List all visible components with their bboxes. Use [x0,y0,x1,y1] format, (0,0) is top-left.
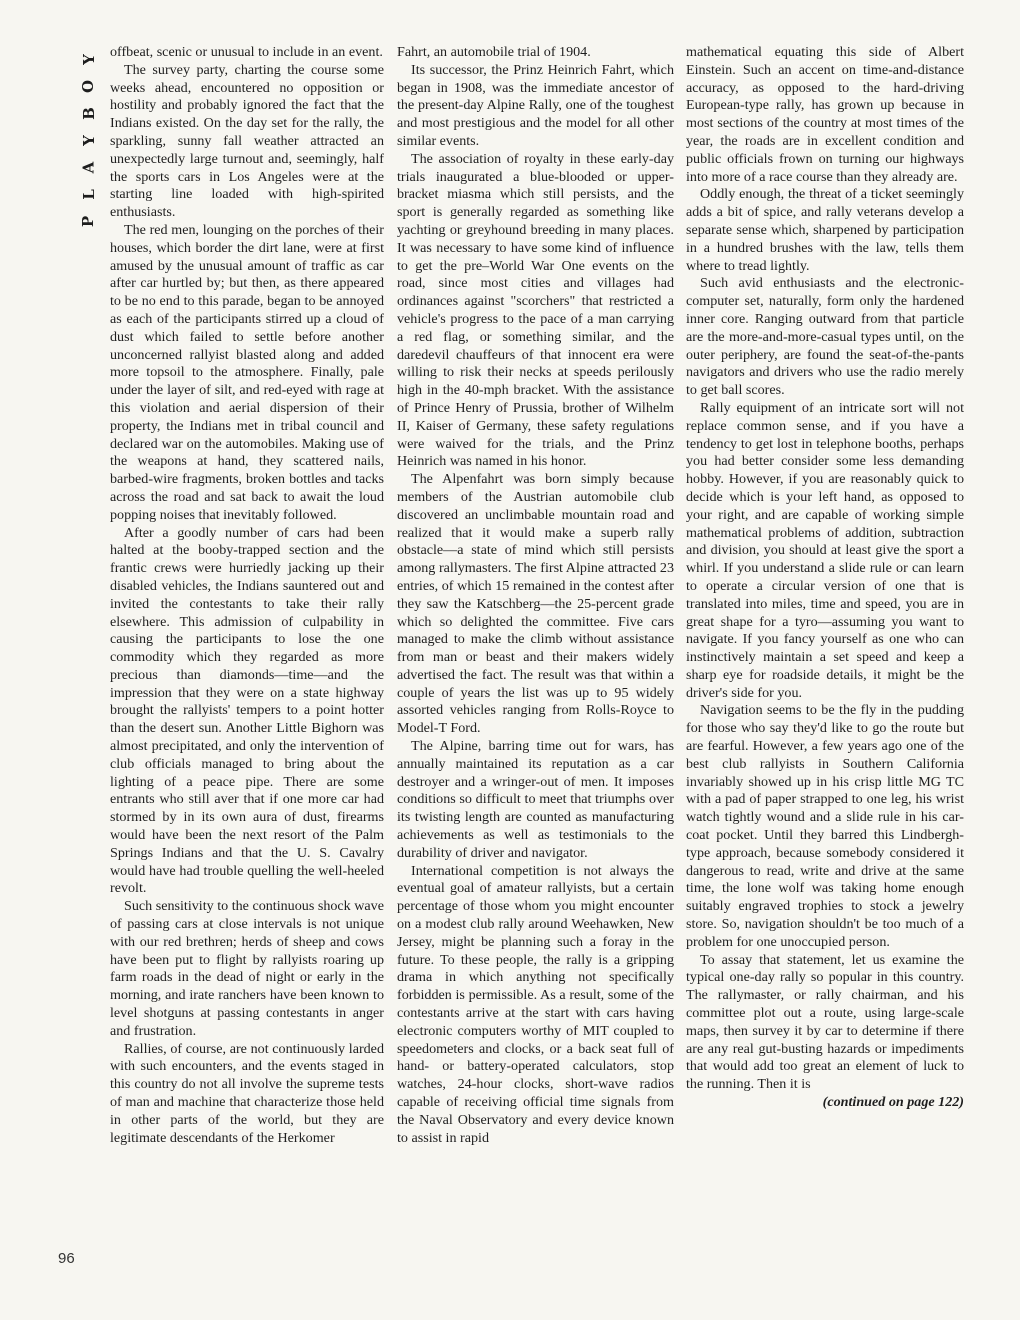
masthead-letter: A [79,161,98,174]
paragraph: Rallies, of course, are not continuously larded with such encounters, and the events staged in this country do not all involve the supreme tests of man and machine that characterize those held in other parts of the world, but they are legitimate descendants of the Herkomer [110,1040,384,1146]
paragraph: Oddly enough, the threat of a ticket seemingly adds a bit of spice, and rally veterans develop a separate sense which, sharpened by participation in a hundred brushes with the law, tells them where to tread lightly. [686,186,964,274]
masthead-letter: B [79,107,98,120]
masthead-letter: O [79,79,98,94]
masthead-letter: Y [79,135,98,146]
text-column-3 [686,44,964,1112]
page-number: 96 [58,1250,75,1267]
continuation-note: (continued on page 122) [822,1094,964,1111]
paragraph: The association of royalty in these early-day trials inaugurated a blue-blooded or upper-bracket miasma which still persists, and the sport is generally regarded as something like yachting or greyhound breeding in many places. It was necessary to have some kind of influence to get the pre–World War One events on the road, since most cities and villages had ordinances against "scorchers" that restricted a vehicle's progress to the pace of a man carrying a red flag, or something similar, and the daredevil chauffeurs of that innocent era were willing to risk their necks at speeds perilously high in the 40-mph bracket. With the assistance of Prince Henry of Prussia, brother of Wilhelm II, Kaiser of Germany, these safety regulations were waived for the trials, and the Prinz Heinrich was named in his honor. [397,150,674,470]
paragraph: To assay that statement, let us examine the typical one-day rally so popular in this country. The rallymaster, or rally chairman, and his committee plot out a route, using large-scale maps, then survey it by car to determine if there are any real gut-busting hazards or impediments that would add too great an element of luck to the running. Then it is [686,951,964,1093]
paragraph: offbeat, scenic or unusual to include in an event. [110,44,383,60]
paragraph: International competition is not always the eventual goal of amateur rallyists, but a certain percentage of those whom you might encounter on a modest club rally around Weehawken, New Jersey, might be planning such a foray in the future. To these people, the rally is a gripping drama in which anything not specifically forbidden is permissible. As a result, some of the contestants arrive at the start with cars having electronic computers worthy of MIT coupled to speedometers and clocks, or a back seat full of hand- or battery-operated calculators, stop watches, 24-hour clocks, short-wave radios capable of receiving official time signals from the Naval Observatory and every device known to assist in rapid [397,862,674,1146]
text-column-1 [110,44,384,1147]
masthead-letter: P [79,215,98,228]
paragraph: mathematical equating this side of Albert Einstein. Such an accent on time-and-distance accuracy, as opposed to the hard-driving European-type rally, has grown up because in most sections of the country at most times of the year, the roads are in excellent condition and public officials frown on turning our highways into more of a race course than they already are. [686,44,964,185]
paragraph: Rally equipment of an intricate sort will not replace common sense, and if you have a tendency to get lost in telephone booths, perhaps you had better consider some less demanding hobby. However, if you are reasonably quick to decide which is your left hand, as opposed to your right, and are capable of working simple mathematical problems of addition, subtraction and division, you should at least give the sport a whirl. If you understand a slide rule or can learn to operate a circular version of one that is translated into miles, time and speed, you are in great shape for a tyro—assuming you want to navigate. If you fancy yourself as one who can instinctively maintain a set speed and keep a sharp eye for roadside details, it might be the driver's side for you. [686,399,964,701]
paragraph: Navigation seems to be the fly in the pudding for those who say they'd like to go the route but are fearful. However, a few years ago one of the best club rallyists in Southern California invariably showed up in his crisp little MG TC with a pad of paper strapped to one leg, his wrist watch tightly wound and a slide rule in his car-coat pocket. Until they barred this Lindbergh-type approach, because somebody considered it dangerous to read, write and drive at the same time, the lone wolf was taking home enough suitably engraved trophies to stock a jewelry store. So, navigation shouldn't be too much of a problem for one unoccupied person. [686,702,964,950]
paragraph: Such avid enthusiasts and the electronic-computer set, naturally, form only the hardened inner core. Ranging outward from that particle are the more-and-more-casual types until, on the outer periphery, are found the seat-of-the-pants navigators and drivers who use the radio merely to get ball scores. [686,275,964,399]
paragraph: The survey party, charting the course some weeks ahead, encountered no opposition or hostility and probably ignored the fact that the Indians existed. On the day set for the rally, the sparkling, sunny fall weather attracted an unexpectedly large turnout and, seemingly, half the sports cars in Los Angeles were at the starting line loaded with high-spirited enthusiasts. [110,61,384,221]
paragraph: Such sensitivity to the continuous shock wave of passing cars at close intervals is not unique with our red brethren; herds of sheep and cows have been put to flight by rallyists roaring up farm roads in the dead of night or early in the morning, and irate ranchers have been known to level shotguns at passing contestants in anger and frustration. [110,898,384,1039]
magazine-masthead [78,46,100,235]
text-column-2 [397,44,674,1147]
paragraph: Fahrt, an automobile trial of 1904. [397,44,591,60]
paragraph: The red men, lounging on the porches of their houses, which border the dirt lane, were at first amused by the unusual amount of traffic as car after car hurtled by; but then, as there appeared to be no end to this parade, began to be annoyed as each of the participants stirred up a cloud of dust which failed to settle before another unconcerned rallyist blasted along and added more topsoil to the atmosphere. Finally, pale under the layer of silt, and red-eyed with rage at this violation and aerial dispersion of their property, the Indians met in tribal council and declared war on the automobiles. Making use of the weapons at hand, they scattered nails, barbed-wire fragments, broken bottles and tacks across the road and sat back to await the loud popping noises that inevitably followed. [110,221,384,523]
paragraph: The Alpenfahrt was born simply because members of the Austrian automobile club discovered an unclimbable mountain road and realized that it would make a superb rally obstacle—a state of mind which still persists among rallymasters. The first Alpine attracted 23 entries, of which 15 remained in the contest after they saw the Katschberg—the 25-percent grade which so delighted the committee. Five cars managed to make the climb without assistance from man or beast and their makers widely advertised the fact. The result was that within a couple of years the list was up to 95 widely assorted vehicles ranging from Rolls-Royce to Model-T Ford. [397,471,674,737]
paragraph: The Alpine, barring time out for wars, has annually maintained its reputation as a car destroyer and a wringer-out of men. It imposes conditions so difficult to meet that triumphs over its twisting length are counted as manufacturing achievements as well as testimonials to the durability of driver and navigator. [397,738,674,861]
masthead-letter: L [79,189,98,200]
paragraph: Its successor, the Prinz Heinrich Fahrt, which began in 1908, was the immediate ancestor of the present-day Alpine Rally, one of the toughest and most prestigious and the model for all other similar events. [397,61,674,149]
masthead-letter: Y [79,54,98,65]
paragraph: After a goodly number of cars had been halted at the booby-trapped section and the frantic crews were hurriedly jacking up their disabled vehicles, the Indians sauntered out and invited the contestants to take their rally elsewhere. This admission of culpability in causing the participants to lose the one commodity which they regarded as more precious than diamonds—time—and the impression that they were on a state highway brought the rallyists' tempers to a point hotter than the desert sun. Another Little Bighorn was almost precipitated, and only the intervention of club officials managed to bring about the lighting of a peace pipe. There are some entrants who still aver that if one more car had stormed by in its own aura of dust, firearms would have been the next resort of the Palm Springs Indians and that the U. S. Cavalry would have had trouble quelling the well-heeled revolt. [110,524,384,897]
